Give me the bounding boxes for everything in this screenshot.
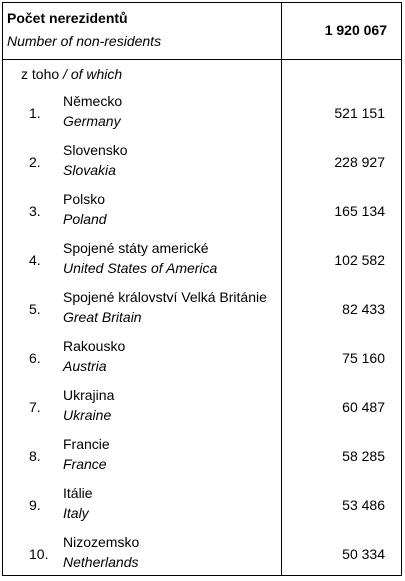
row-value: 50 334 <box>342 546 385 562</box>
country-name-cz: Rakousko <box>63 338 126 354</box>
row-rank: 10. <box>29 546 49 562</box>
country-name-en: United States of America <box>63 260 218 276</box>
non-residents-table <box>2 2 402 576</box>
country-name-en: France <box>63 456 107 472</box>
row-value: 521 151 <box>334 105 385 121</box>
country-name-en: Netherlands <box>63 554 139 570</box>
total-value: 1 920 067 <box>324 22 387 38</box>
row-value: 102 582 <box>334 252 385 268</box>
row-value: 53 486 <box>342 497 385 513</box>
row-value: 228 927 <box>334 154 385 170</box>
of-which-en: of which <box>70 66 123 82</box>
row-value: 82 433 <box>342 301 385 317</box>
table-row <box>3 483 401 532</box>
table-subtitle: Number of non-residents <box>7 33 162 49</box>
row-rank: 9. <box>29 497 41 513</box>
row-rank: 2. <box>29 154 41 170</box>
table-row <box>3 238 401 287</box>
country-name-en: Italy <box>63 505 89 521</box>
row-value: 60 487 <box>342 399 385 415</box>
row-rank: 1. <box>29 105 41 121</box>
row-rank: 7. <box>29 399 41 415</box>
of-which-separator: / <box>59 66 71 82</box>
row-rank: 4. <box>29 252 41 268</box>
table-row <box>3 91 401 140</box>
country-name-en: Germany <box>63 113 121 129</box>
row-value: 58 285 <box>342 448 385 464</box>
country-name-en: Slovakia <box>63 162 116 178</box>
table-title: Počet nerezidentů <box>7 10 128 26</box>
country-name-cz: Nizozemsko <box>63 534 140 550</box>
country-name-cz: Spojené království Velká Británie <box>63 289 267 305</box>
country-name-en: Poland <box>63 211 107 227</box>
header-divider <box>3 59 401 60</box>
country-name-en: Ukraine <box>63 407 112 423</box>
country-name-cz: Ukrajina <box>63 387 115 403</box>
row-rank: 8. <box>29 448 41 464</box>
country-name-cz: Itálie <box>63 485 93 501</box>
table-row <box>3 385 401 434</box>
country-name-cz: Polsko <box>63 191 106 207</box>
row-rank: 6. <box>29 350 41 366</box>
country-name-en: Austria <box>63 358 107 374</box>
table-row <box>3 140 401 189</box>
row-rank: 3. <box>29 203 41 219</box>
row-value: 165 134 <box>334 203 385 219</box>
row-value: 75 160 <box>342 350 385 366</box>
table-row <box>3 189 401 238</box>
country-name-cz: Francie <box>63 436 110 452</box>
table-row <box>3 287 401 336</box>
country-name-cz: Spojené státy americké <box>63 240 209 256</box>
country-name-cz: Slovensko <box>63 142 128 158</box>
row-rank: 5. <box>29 301 41 317</box>
table-row <box>3 434 401 483</box>
country-name-cz: Německo <box>63 93 123 109</box>
table-row <box>3 532 401 581</box>
of-which-cz: z toho <box>21 66 60 82</box>
country-name-en: Great Britain <box>63 309 142 325</box>
table-row <box>3 336 401 385</box>
of-which-label <box>21 66 122 82</box>
